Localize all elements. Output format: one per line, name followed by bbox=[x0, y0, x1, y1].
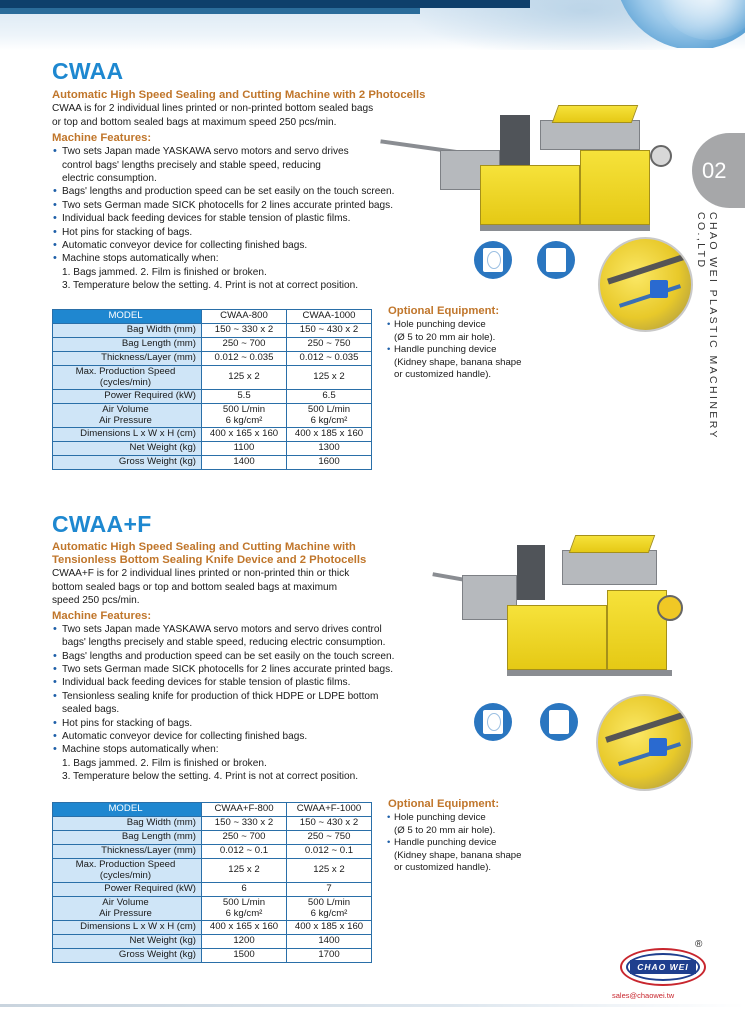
machine-photo-cwaa bbox=[380, 95, 680, 240]
feature-item: • Automatic conveyor device for collecting finished bags. bbox=[52, 730, 452, 743]
stop-condition: 1. Bags jammed. 2. Film is finished or broken. bbox=[62, 757, 267, 769]
optional-item-detail: (Ø 5 to 20 mm air hole). bbox=[394, 331, 496, 343]
stop-condition: 1. Bags jammed. 2. Film is finished or broken. bbox=[62, 266, 267, 278]
table-row: Thickness/Layer (mm) 0.012 ~ 0.1 0.012 ~ 0.1 bbox=[53, 845, 372, 859]
optional-equipment bbox=[388, 304, 521, 382]
feature-item: • Machine stops automatically when: bbox=[52, 252, 492, 265]
table-header-row: MODEL CWAA+F-800 CWAA+F-1000 bbox=[53, 803, 372, 817]
feature-item: • Individual back feeding devices for stable tension of plastic films. bbox=[52, 676, 452, 689]
table-row: Power Required (kW) 6 7 bbox=[53, 883, 372, 897]
feature-item-continued: sealed bags. bbox=[62, 704, 120, 716]
feature-item: • Machine stops automatically when: bbox=[52, 743, 452, 756]
section-subtitle: Automatic High Speed Sealing and Cutting Machine with 2 Photocells bbox=[52, 89, 426, 101]
table-row: Air Volume Air Pressure 500 L/min 6 kg/cm² 500 L/min 6 kg/cm² bbox=[53, 897, 372, 921]
table-row: Bag Length (mm) 250 ~ 700 250 ~ 750 bbox=[53, 338, 372, 352]
feature-item-continued: electric consumption. bbox=[62, 173, 157, 184]
feature-item: • Two sets Japan made YASKAWA servo motors and servo drives bbox=[52, 145, 492, 158]
table-row: Thickness/Layer (mm) 0.012 ~ 0.035 0.012 ~ 0.035 bbox=[53, 352, 372, 366]
feature-item: • Individual back feeding devices for stable tension of plastic films. bbox=[52, 212, 492, 225]
feature-item-continued: bags' lengths precisely and stable speed, reducing electric consumption. bbox=[62, 637, 386, 649]
section-subtitle: Automatic High Speed Sealing and Cutting Machine with bbox=[52, 541, 356, 553]
feature-item: • Two sets German made SICK photocells for 2 lines accurate printed bags. bbox=[52, 199, 492, 212]
optional-heading: Optional Equipment: bbox=[388, 305, 500, 317]
flat-bag-icon bbox=[540, 703, 578, 741]
optional-item-detail: (Kidney shape, banana shape bbox=[394, 356, 522, 368]
table-row: Dimensions L x W x H (cm) 400 x 165 x 160 400 x 185 x 160 bbox=[53, 921, 372, 935]
table-row: Air Volume Air Pressure 500 L/min 6 kg/cm² 500 L/min 6 kg/cm² bbox=[53, 404, 372, 428]
features-heading: Machine Features: bbox=[52, 132, 152, 145]
header-stripe bbox=[0, 0, 530, 8]
company-vertical-text: CHAO WEI PLASTIC MACHINERY CO.,LTD bbox=[695, 212, 719, 440]
globe-graphic bbox=[595, 0, 745, 48]
table-row: Power Required (kW) 5.5 6.5 bbox=[53, 390, 372, 404]
logo-text: CHAO WEI bbox=[630, 960, 696, 974]
table-row: Max. Production Speed (cycles/min) 125 x 2 125 x 2 bbox=[53, 366, 372, 390]
optional-heading: Optional Equipment: bbox=[388, 798, 500, 810]
chao-wei-logo bbox=[620, 946, 710, 988]
spec-table-cwaa bbox=[52, 309, 372, 470]
table-row: Max. Production Speed (cycles/min) 125 x 2 125 x 2 bbox=[53, 859, 372, 883]
optional-item: • Handle punching device bbox=[388, 344, 521, 357]
feature-item: • Two sets Japan made YASKAWA servo motors and servo drives control bbox=[52, 623, 452, 636]
contact-email[interactable]: sales@chaowei.tw bbox=[612, 991, 675, 1000]
header-stripe-secondary bbox=[0, 8, 420, 14]
feature-item: • Two sets German made SICK photocells for 2 lines accurate printed bags. bbox=[52, 663, 452, 676]
section-subtitle: Tensionless Bottom Sealing Knife Device and 2 Photocells bbox=[52, 554, 367, 566]
table-row: Dimensions L x W x H (cm) 400 x 165 x 160 400 x 185 x 160 bbox=[53, 428, 372, 442]
table-row: Bag Width (mm) 150 ~ 330 x 2 150 ~ 430 x 2 bbox=[53, 817, 372, 831]
features-list bbox=[52, 623, 452, 784]
optional-item-detail: or customized handle). bbox=[394, 369, 492, 381]
description-line: or top and bottom sealed bags at maximum speed 250 pcs/min. bbox=[52, 116, 337, 128]
flat-bag-icon bbox=[537, 241, 575, 279]
table-row: Bag Length (mm) 250 ~ 700 250 ~ 750 bbox=[53, 831, 372, 845]
description-line: CWAA is for 2 individual lines printed or non-printed bottom sealed bags bbox=[52, 103, 374, 114]
feature-item: • Hot pins for stacking of bags. bbox=[52, 226, 492, 239]
page-number-tab bbox=[692, 133, 745, 208]
optional-item: • Hole punching device bbox=[388, 319, 521, 332]
feature-item: • Bags' lengths and production speed can be set easily on the touch screen. bbox=[52, 185, 492, 198]
description-line: CWAA+F is for 2 individual lines printed or non-printed thin or thick bbox=[52, 568, 350, 579]
table-row: Net Weight (kg) 1200 1400 bbox=[53, 935, 372, 949]
description-line: speed 250 pcs/min. bbox=[52, 595, 140, 607]
table-row: Gross Weight (kg) 1500 1700 bbox=[53, 949, 372, 963]
feature-item: • Tensionless sealing knife for production of thick HDPE or LDPE bottom bbox=[52, 690, 452, 703]
optional-equipment bbox=[388, 797, 521, 875]
section-title: CWAA+F bbox=[52, 511, 152, 537]
bottom-sealed-bag-icon bbox=[474, 703, 512, 741]
bottom-sealed-bag-icon bbox=[474, 241, 512, 279]
stop-condition: 3. Temperature below the setting. 4. Print is not at correct position. bbox=[62, 771, 359, 783]
feature-item: • Hot pins for stacking of bags. bbox=[52, 717, 452, 730]
feature-item: • Automatic conveyor device for collecting finished bags. bbox=[52, 239, 492, 252]
detail-closeup-photo bbox=[596, 694, 693, 791]
section-cwaa-f bbox=[52, 511, 452, 784]
table-header-row: MODEL CWAA-800 CWAA-1000 bbox=[53, 310, 372, 324]
optional-item: • Handle punching device bbox=[388, 837, 521, 850]
footer-line bbox=[0, 1004, 745, 1007]
feature-item: • Bags' lengths and production speed can be set easily on the touch screen. bbox=[52, 650, 452, 663]
section-title: CWAA bbox=[52, 58, 124, 84]
table-row: Gross Weight (kg) 1400 1600 bbox=[53, 456, 372, 470]
optional-item: • Hole punching device bbox=[388, 812, 521, 825]
feature-item-continued: control bags' lengths precisely and stable speed, reducing bbox=[62, 159, 321, 171]
table-row: Net Weight (kg) 1100 1300 bbox=[53, 442, 372, 456]
description-line: bottom sealed bags or top and bottom sealed bags at maximum bbox=[52, 581, 338, 593]
page-number: 02 bbox=[702, 157, 727, 183]
spec-table-cwaa-f bbox=[52, 802, 372, 963]
optional-item-detail: (Ø 5 to 20 mm air hole). bbox=[394, 824, 496, 836]
detail-closeup-photo bbox=[598, 237, 693, 332]
registered-mark: ® bbox=[695, 939, 703, 950]
features-heading: Machine Features: bbox=[52, 609, 152, 622]
optional-item-detail: (Kidney shape, banana shape bbox=[394, 849, 522, 861]
optional-item-detail: or customized handle). bbox=[394, 862, 492, 874]
table-row: Bag Width (mm) 150 ~ 330 x 2 150 ~ 430 x 2 bbox=[53, 324, 372, 338]
stop-condition: 3. Temperature below the setting. 4. Print is not at correct position. bbox=[62, 280, 359, 292]
machine-photo-cwaa-f bbox=[432, 530, 692, 700]
